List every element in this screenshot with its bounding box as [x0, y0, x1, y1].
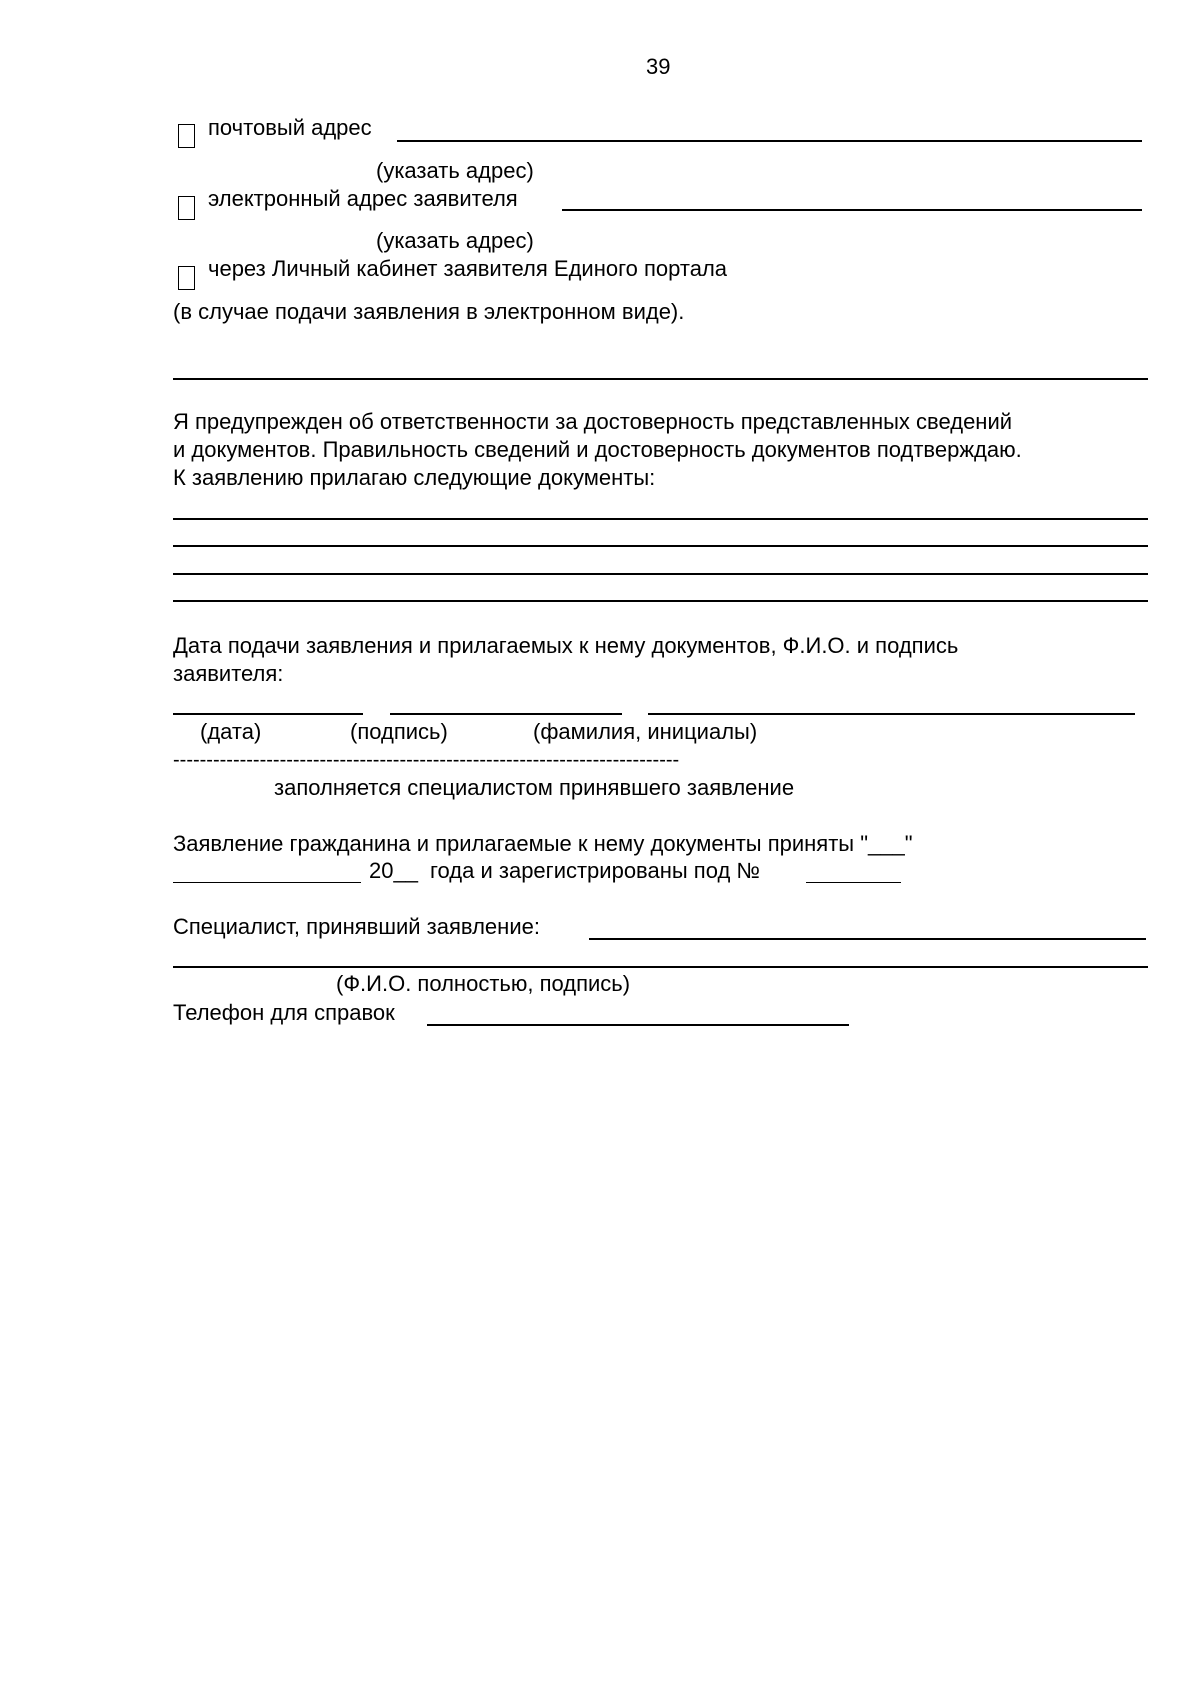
electronic-note: (в случае подачи заявления в электронном виде). [173, 299, 685, 324]
email-address-field[interactable] [562, 209, 1142, 211]
cut-line: ---------------------------------------------------------------------------- [173, 749, 680, 771]
accepted-line-2: года и зарегистрированы под № [430, 858, 761, 883]
postal-address-field[interactable] [397, 140, 1142, 142]
fullname-caption: (фамилия, инициалы) [533, 719, 758, 744]
date-caption: (дата) [200, 719, 262, 744]
portal-checkbox[interactable] [178, 266, 195, 290]
page-number: 39 [646, 54, 671, 79]
email-address-label: электронный адрес заявителя [208, 186, 518, 211]
documents-line-4[interactable] [173, 600, 1148, 602]
postal-address-hint: (указать адрес) [376, 158, 534, 183]
separator-line [173, 378, 1148, 380]
documents-line-3[interactable] [173, 573, 1148, 575]
declaration-line-3: К заявлению прилагаю следующие документы: [173, 465, 656, 490]
date-field[interactable] [173, 713, 363, 715]
specialist-field-line-2[interactable] [173, 966, 1148, 968]
email-address-hint: (указать адрес) [376, 228, 534, 253]
accepted-line-1: Заявление гражданина и прилагаемые к нему документы приняты "___" [173, 831, 913, 856]
documents-line-2[interactable] [173, 545, 1148, 547]
submission-text-line-1: Дата подачи заявления и прилагаемых к нему документов, Ф.И.О. и подпись [173, 633, 959, 658]
portal-label: через Личный кабинет заявителя Единого портала [208, 256, 728, 281]
accepted-day-month-field[interactable] [173, 882, 361, 883]
specialist-field[interactable] [589, 938, 1146, 940]
signature-field[interactable] [390, 713, 622, 715]
phone-label: Телефон для справок [173, 1000, 395, 1025]
specialist-section-heading: заполняется специалистом принявшего заявление [274, 775, 795, 800]
email-address-checkbox[interactable] [178, 196, 195, 220]
registration-number-field[interactable] [806, 882, 901, 883]
specialist-label: Специалист, принявший заявление: [173, 914, 540, 939]
accepted-year: 20__ [369, 858, 418, 883]
fullname-field[interactable] [648, 713, 1135, 715]
phone-field[interactable] [427, 1024, 849, 1026]
postal-address-label: почтовый адрес [208, 115, 372, 140]
specialist-hint: (Ф.И.О. полностью, подпись) [336, 971, 631, 996]
documents-line-1[interactable] [173, 518, 1148, 520]
declaration-line-2: и документов. Правильность сведений и достоверность документов подтверждаю. [173, 437, 1022, 462]
postal-address-checkbox[interactable] [178, 124, 195, 148]
signature-caption: (подпись) [350, 719, 448, 744]
declaration-line-1: Я предупрежден об ответственности за достоверность представленных сведений [173, 409, 1013, 434]
submission-text-line-2: заявителя: [173, 661, 284, 686]
